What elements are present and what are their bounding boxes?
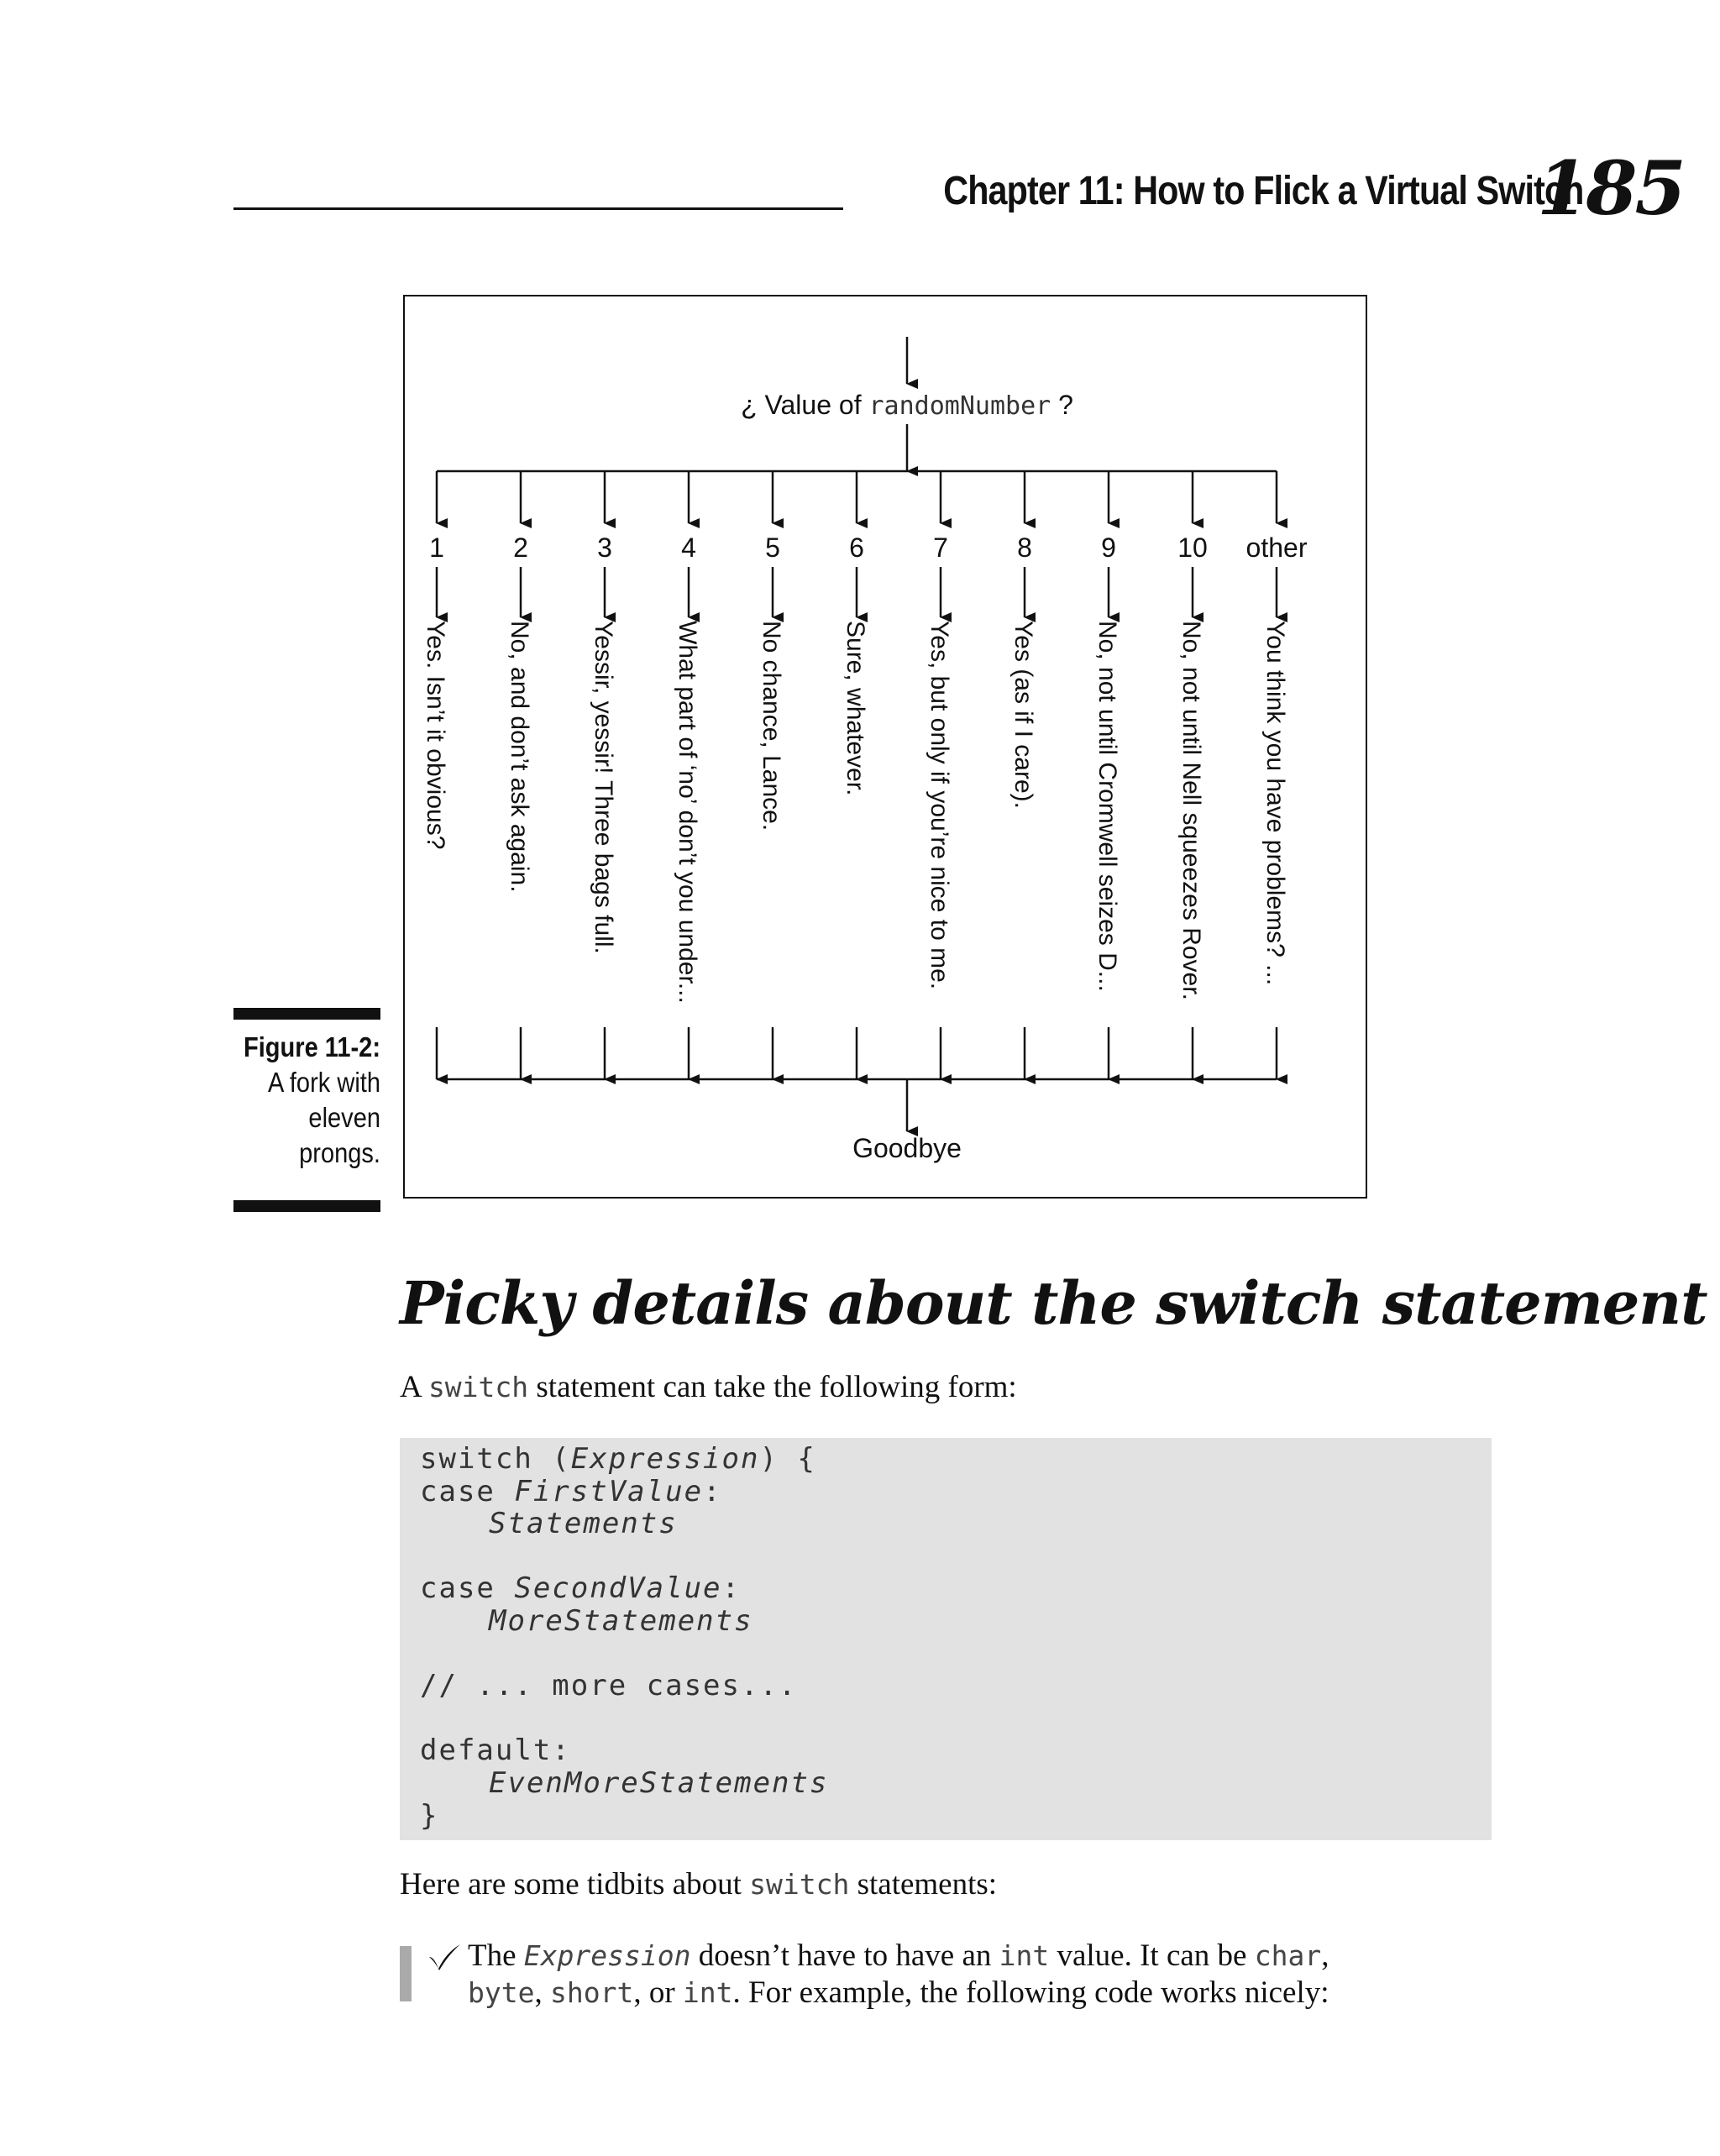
figure-label: Figure 11-2: [243, 1031, 380, 1062]
case-value-label: 4 [681, 532, 696, 563]
bullet-item [468, 1938, 1560, 2012]
case-value-label: 1 [429, 532, 444, 563]
case-value-label: 9 [1101, 532, 1116, 563]
bullet-margin-bar [400, 1946, 412, 2001]
figure-caption [230, 1030, 380, 1171]
code-line: case FirstValue: [420, 1474, 722, 1508]
code-line-blank [420, 1638, 1492, 1671]
bullet-line-1: The Expression doesn’t have to have an int value. It can be char, [468, 1938, 1329, 1973]
case-value-label: other [1245, 532, 1308, 563]
code-block [400, 1438, 1492, 1840]
case-response-text: Yes, but only if you’re nice to me. [926, 621, 953, 990]
chapter-title: Chapter 11: How to Flick a Virtual Switch [943, 169, 1584, 213]
code-line: } [420, 1798, 439, 1833]
code-line: Statements [489, 1507, 678, 1541]
case-response-text: You think you have problems? ... [1261, 621, 1289, 986]
case-response-text: No, not until Cromwell seizes D... [1093, 621, 1121, 992]
case-value-label: 2 [513, 532, 528, 563]
case-response-text: Yessir, yessir! Three bags full. [590, 621, 617, 954]
case-response-text: Yes. Isn’t it obvious? [422, 621, 449, 850]
code-line: EvenMoreStatements [489, 1765, 829, 1800]
tidbits-code: switch [749, 1868, 850, 1901]
code-line: default: [420, 1734, 571, 1768]
code-line-blank [420, 1702, 1492, 1735]
code-line: switch (Expression) { [420, 1442, 816, 1476]
switch-question: ¿ Value of randomNumber ? [741, 390, 1073, 421]
header-rule [233, 207, 843, 210]
bullet-line-2: byte, short, or int. For example, the following code works nicely: [468, 1975, 1329, 2010]
tidbits-paragraph: Here are some tidbits about switch statements: [400, 1867, 998, 1902]
case-value-label: 5 [765, 532, 780, 563]
case-response-text: Sure, whatever. [842, 621, 869, 796]
case-value-label: 7 [933, 532, 948, 563]
goodbye-label: Goodbye [852, 1133, 962, 1163]
section-heading: Picky details about the switch statement [400, 1268, 1707, 1338]
code-line: case SecondValue: [420, 1571, 742, 1606]
code-line: // ... more cases... [420, 1669, 798, 1703]
figure-box [403, 295, 1367, 1199]
case-value-label: 10 [1177, 532, 1208, 563]
caption-bar-bottom [233, 1200, 380, 1212]
switch-flowchart [405, 296, 1366, 1197]
case-response-text: What part of ‘no’ don’t you under... [674, 621, 701, 1004]
case-response-text: No, not until Nell squeezes Rover. [1177, 621, 1205, 1000]
figure-caption-text: A fork with eleven prongs. [268, 1067, 380, 1168]
case-response-text: No chance, Lance. [758, 621, 785, 831]
case-response-text: No, and don’t ask again. [506, 621, 533, 893]
checkmark-icon [427, 1942, 462, 1972]
case-value-label: 6 [849, 532, 864, 563]
intro-code: switch [427, 1371, 529, 1403]
code-line: MoreStatements [489, 1603, 753, 1638]
case-value-label: 3 [597, 532, 612, 563]
code-line-blank [420, 1540, 1492, 1573]
caption-bar-top [233, 1008, 380, 1020]
intro-paragraph: A switch statement can take the following form: [400, 1370, 1017, 1404]
page-number: 185 [1537, 144, 1684, 232]
case-response-text: Yes (as if I care). [1009, 621, 1037, 809]
case-value-label: 8 [1017, 532, 1032, 563]
